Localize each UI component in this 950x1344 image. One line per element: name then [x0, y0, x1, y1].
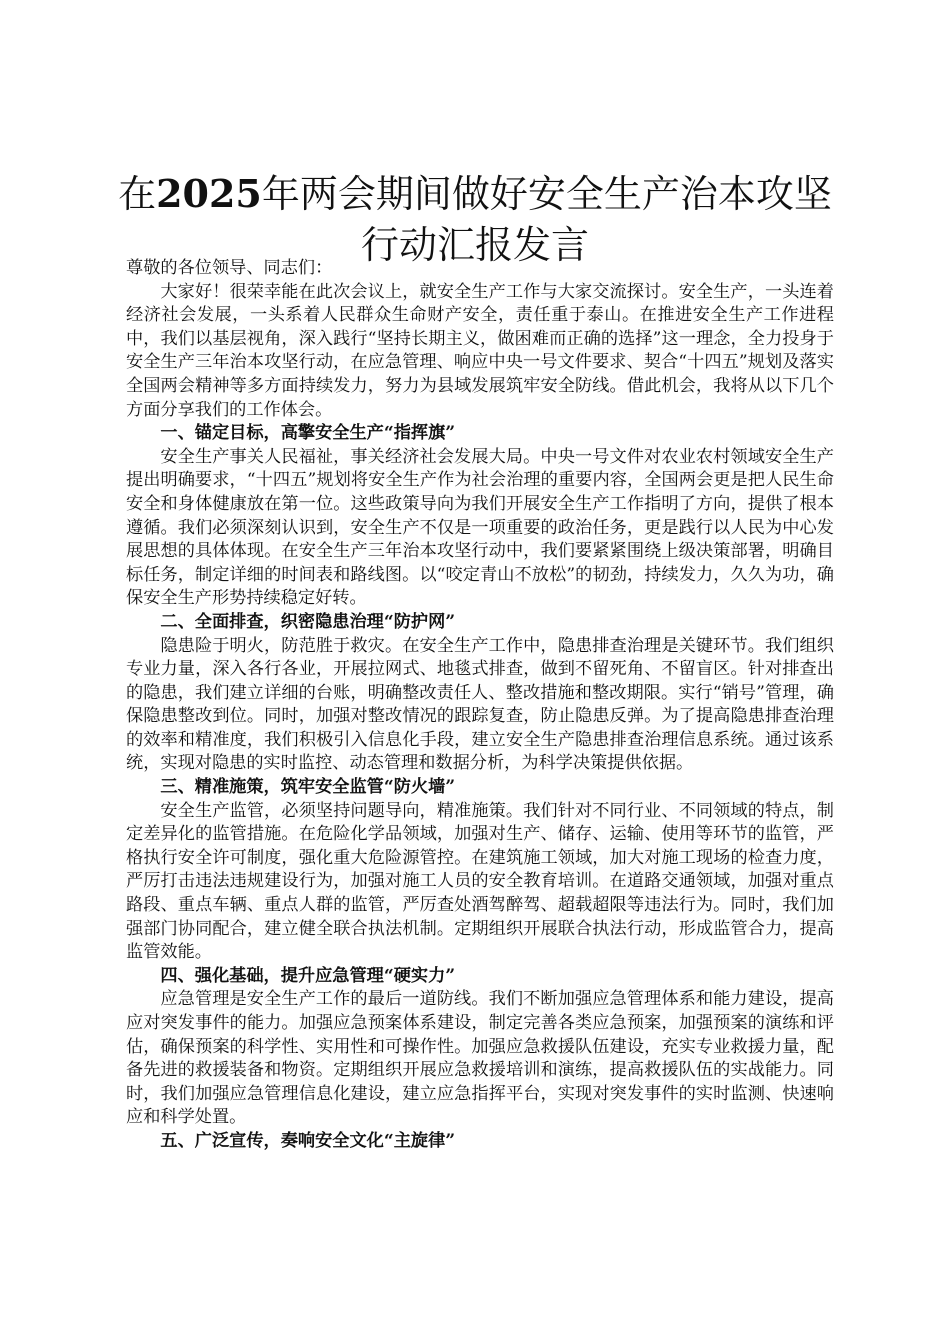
section-paragraph-4: 应急管理是安全生产工作的最后一道防线。我们不断加强应急管理体系和能力建设，提高应对突发事件的能力。加强应急预案体系建设，制定完善各类应急预案，加强预案的演练和评估，确保预案的科学性、实用性和可操作性。加强应急救援队伍建设，充实专业救援力量，配备先进的救援装备和物资。定期组织开展应急救援培训和演练，提高救援队伍的实战能力。同时，我们加强应急管理信息化建设，建立应急指挥平台，实现对突发事件的实时监测、快速响应和科学处置。 — [126, 989, 834, 1128]
section-heading-5: 五、广泛宣传，奏响安全文化“主旋律” — [160, 1130, 456, 1151]
section-heading-1: 一、锚定目标，高擎安全生产“指挥旗” — [160, 423, 456, 444]
document-title — [100, 168, 850, 271]
salutation: 尊敬的各位领导、同志们： — [126, 258, 333, 278]
section-paragraph-2: 隐患险于明火，防范胜于救灾。在安全生产工作中，隐患排查治理是关键环节。我们组织专业力量，深入各行各业，开展拉网式、地毯式排查，做到不留死角、不留盲区。针对排查出的隐患，我们建立详细的台账，明确整改责任人、整改措施和整改期限。实行“销号”管理，确保隐患整改到位。同时，加强对整改情况的跟踪复查，防止隐患反弹。为了提高隐患排查治理的效率和精准度，我们积极引入信息化手段，建立安全生产隐患排查治理信息系统。通过该系统，实现对隐患的实时监控、动态管理和数据分析，为科学决策提供依据。 — [126, 635, 834, 774]
title-year: 2025 — [156, 171, 262, 216]
document-body — [126, 257, 834, 1154]
section-heading-2: 二、全面排查，织密隐患治理“防护网” — [160, 611, 456, 632]
section-heading-3: 三、精准施策，筑牢安全监管“防火墙” — [160, 777, 456, 798]
title-prefix: 在 — [118, 172, 157, 216]
title-suffix: 年两会期间做好安全生产治本攻坚行动汇报发言 — [261, 172, 832, 267]
section-paragraph-1: 安全生产事关人民福祉，事关经济社会发展大局。中央一号文件对农业农村领域安全生产提出明确要求，“十四五”规划将安全生产作为社会治理的重要内容，全国两会更是把人民生命安全和身体健康放在第一位。这些政策导向为我们开展安全生产工作指明了方向，提供了根本遵循。我们必须深刻认识到，安全生产不仅是一项重要的政治任务，更是践行以人民为中心发展思想的具体体现。在安全生产三年治本攻坚行动中，我们要紧紧围绕上级决策部署，明确目标任务，制定详细的时间表和路线图。以“咬定青山不放松”的韧劲，持续发力，久久为功，确保安全生产形势持续稳定好转。 — [126, 446, 834, 609]
section-paragraph-3: 安全生产监管，必须坚持问题导向，精准施策。我们针对不同行业、不同领域的特点，制定差异化的监管措施。在危险化学品领域，加强对生产、储存、运输、使用等环节的监管，严格执行安全许可制度，强化重大危险源管控。在建筑施工领域，加大对施工现场的检查力度，严厉打击违法违规建设行为，加强对施工人员的安全教育培训。在道路交通领域，加强对重点路段、重点车辆、重点人群的监管，严厉查处酒驾醉驾、超载超限等违法行为。同时，我们加强部门协同配合，建立健全联合执法机制。定期组织开展联合执法行动，形成监管合力，提高监管效能。 — [126, 800, 834, 963]
section-heading-4: 四、强化基础，提升应急管理“硬实力” — [160, 965, 456, 986]
intro-paragraph: 大家好！很荣幸能在此次会议上，就安全生产工作与大家交流探讨。安全生产，一头连着经济社会发展，一头系着人民群众生命财产安全，责任重于泰山。在推进安全生产工作进程中，我们以基层视角，深入践行“坚持长期主义，做困难而正确的选择”这一理念，全力投身于安全生产三年治本攻坚行动，在应急管理、响应中央一号文件要求、契合“十四五”规划及落实全国两会精神等多方面持续发力，努力为县域发展筑牢安全防线。借此机会，我将从以下几个方面分享我们的工作体会。 — [126, 281, 834, 420]
